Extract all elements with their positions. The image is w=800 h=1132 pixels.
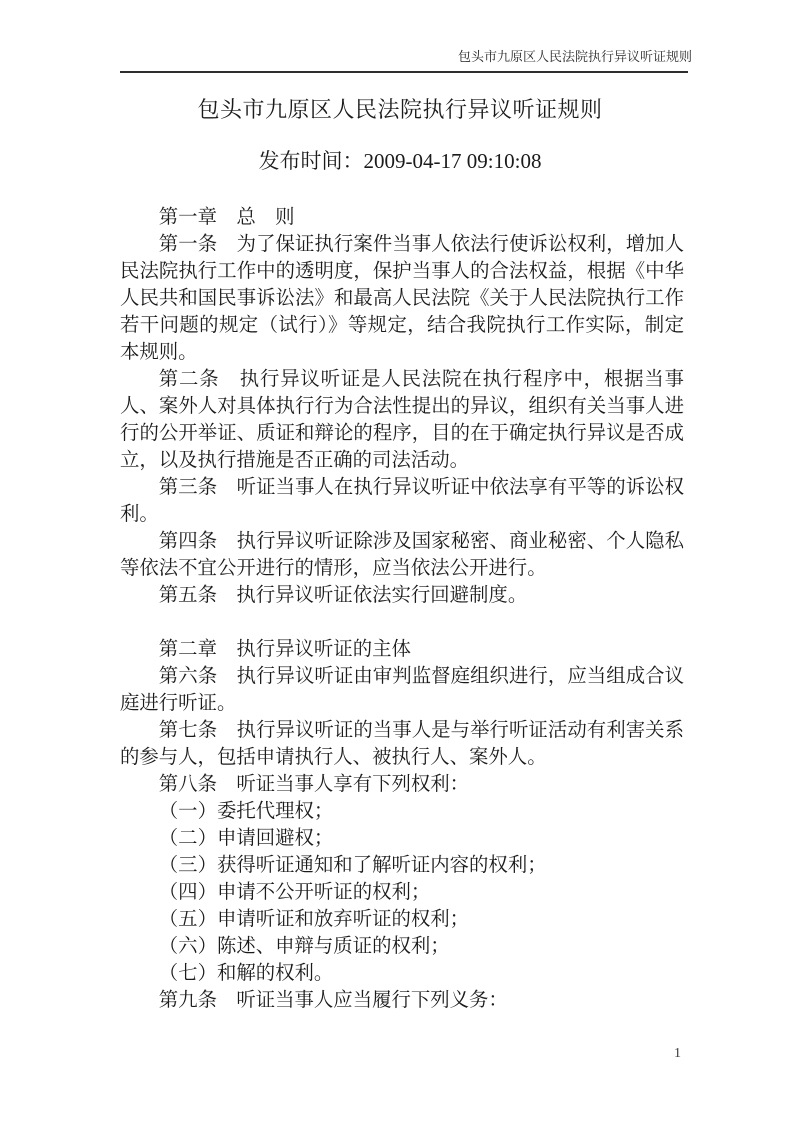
chapter-heading: 第一章 总 则 [158, 207, 295, 228]
article-paragraph: 第五条 执行异议听证依法实行回避制度。 [158, 585, 528, 606]
article-paragraph: 第六条 执行异议听证由审判监督庭组织进行，应当组成合议庭进行听证。 [120, 666, 684, 714]
list-item: （三）获得听证通知和了解听证内容的权利； [158, 855, 547, 876]
article-paragraph: 第二条 执行异议听证是人民法院在执行程序中，根据当事人、案外人对具体执行行为合法性提出的异议，组织有关当事人进行的公开举证、质证和辩论的程序，目的在于确定执行异议是否成立，以及执行措施是否正确的司法活动。 [120, 369, 684, 471]
article-paragraph: 第八条 听证当事人享有下列权利： [158, 774, 470, 795]
blank-line [120, 609, 684, 636]
article-paragraph: 第九条 听证当事人应当履行下列义务： [158, 990, 508, 1011]
publish-time-label: 发布时间： [258, 149, 364, 173]
publish-time [0, 150, 800, 173]
article-paragraph: 第三条 听证当事人在执行异议听证中依法享有平等的诉讼权利。 [120, 477, 684, 525]
list-item: （六）陈述、申辩与质证的权利； [158, 936, 450, 957]
list-item: （四）申请不公开听证的权利； [158, 882, 431, 903]
list-item: （七）和解的权利。 [158, 963, 334, 984]
page-title: 包头市九原区人民法院执行异议听证规则 [197, 97, 603, 122]
article-paragraph: 第一条 为了保证执行案件当事人依法行使诉讼权利，增加人民法院执行工作中的透明度，保护当事人的合法权益，根据《中华人民共和国民事诉讼法》和最高人民法院《关于人民法院执行工作若干问题的规定（试行）》等规定，结合我院执行工作实际，制定本规则。 [120, 234, 684, 363]
header-rule [120, 71, 688, 73]
list-item: （五）申请听证和放弃听证的权利； [158, 909, 470, 930]
chapter-heading: 第二章 执行异议听证的主体 [158, 639, 411, 660]
list-item: （二）申请回避权； [158, 828, 334, 849]
article-paragraph: 第四条 执行异议听证除涉及国家秘密、商业秘密、个人隐私等依法不宜公开进行的情形，应当依法公开进行。 [120, 531, 684, 579]
article-paragraph: 第七条 执行异议听证的当事人是与举行听证活动有利害关系的参与人，包括申请执行人、被执行人、案外人。 [120, 720, 684, 768]
publish-time-value: 2009-04-17 09:10:08 [363, 149, 542, 173]
list-item: （一）委托代理权； [158, 801, 334, 822]
running-header: 包头市九原区人民法院执行异议听证规则 [457, 49, 692, 64]
page-number: 1 [674, 1046, 681, 1061]
document-body [120, 204, 684, 1014]
